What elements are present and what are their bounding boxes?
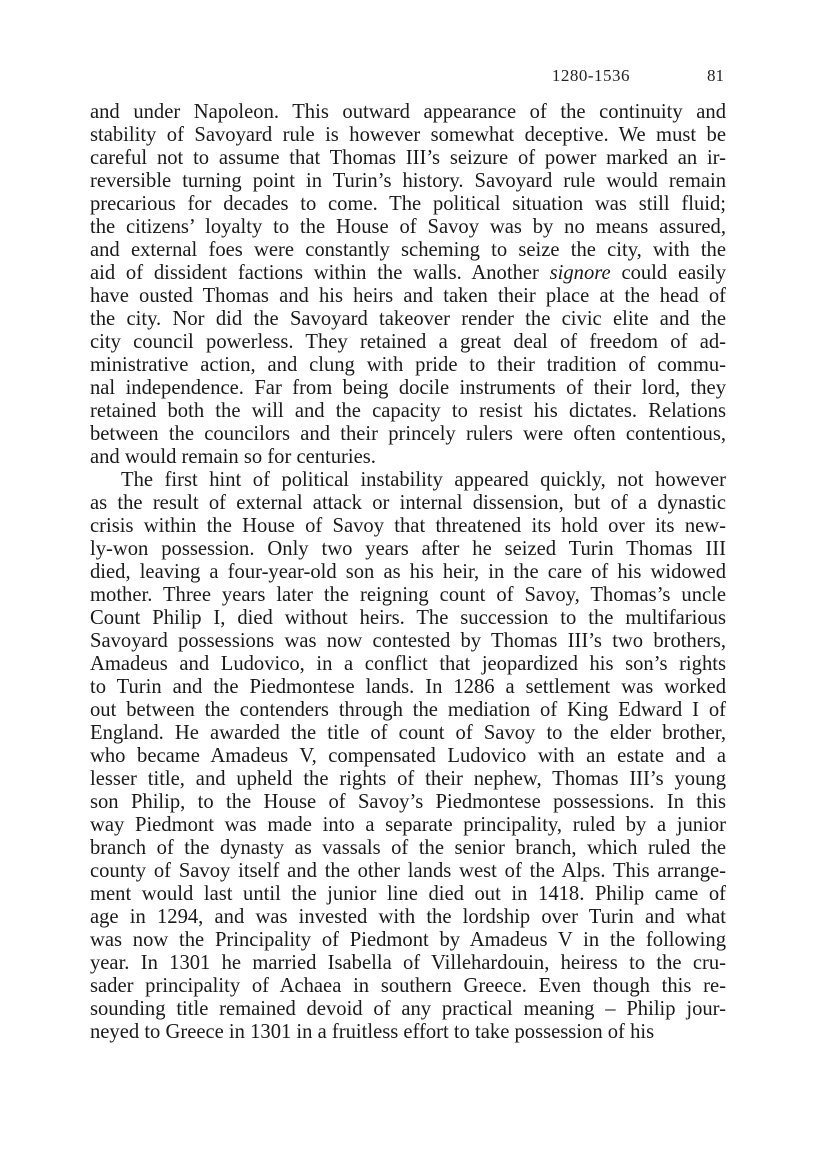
text-line: Savoyard possessions was now contested by Thomas III’s two brothers, bbox=[90, 630, 726, 652]
text-line: out between the contenders through the mediation of King Edward I of bbox=[90, 699, 726, 721]
text-line: reversible turning point in Turin’s history. Savoyard rule would remain bbox=[90, 170, 726, 192]
paragraph bbox=[90, 101, 726, 469]
text-line: crisis within the House of Savoy that threatened its hold over its new- bbox=[90, 515, 726, 537]
running-head-date-range: 1280-1536 bbox=[551, 66, 630, 85]
text-line: ment would last until the junior line died out in 1418. Philip came of bbox=[90, 883, 726, 905]
text-line: to Turin and the Piedmontese lands. In 1286 a settlement was worked bbox=[90, 676, 726, 698]
text-line: city council powerless. They retained a great deal of freedom of ad- bbox=[90, 331, 726, 353]
text-line: sader principality of Achaea in southern Greece. Even though this re- bbox=[90, 975, 726, 997]
text-line: retained both the will and the capacity to resist his dictates. Relations bbox=[90, 400, 726, 422]
text-line: between the councilors and their princely rulers were often contentious, bbox=[90, 423, 726, 445]
text-line: who became Amadeus V, compensated Ludovico with an estate and a bbox=[90, 745, 726, 767]
text-line: and under Napoleon. This outward appearance of the continuity and bbox=[90, 101, 726, 123]
text-line: the citizens’ loyalty to the House of Savoy was by no means assured, bbox=[90, 216, 726, 238]
text-line: neyed to Greece in 1301 in a fruitless effort to take possession of his bbox=[90, 1021, 655, 1043]
text-line: and would remain so for centuries. bbox=[90, 446, 376, 468]
text-line: and external foes were constantly scheming to seize the city, with the bbox=[90, 239, 726, 261]
text-line: lesser title, and upheld the rights of their nephew, Thomas III’s young bbox=[90, 768, 726, 790]
text-line: have ousted Thomas and his heirs and taken their place at the head of bbox=[90, 285, 726, 307]
text-line: was now the Principality of Piedmont by Amadeus V in the following bbox=[90, 929, 726, 951]
text-line: Count Philip I, died without heirs. The succession to the multifarious bbox=[90, 607, 726, 629]
text-line: sounding title remained devoid of any practical meaning – Philip jour- bbox=[90, 998, 726, 1020]
page-number: 81 bbox=[707, 66, 724, 85]
text-line: branch of the dynasty as vassals of the senior branch, which ruled the bbox=[90, 837, 726, 859]
running-head bbox=[90, 66, 726, 88]
text-line: careful not to assume that Thomas III’s seizure of power marked an ir- bbox=[90, 147, 726, 169]
text-line: ly-won possession. Only two years after he seized Turin Thomas III bbox=[90, 538, 726, 560]
text-line: county of Savoy itself and the other lands west of the Alps. This arrange- bbox=[90, 860, 726, 882]
text-line: precarious for decades to come. The political situation was still fluid; bbox=[90, 193, 726, 215]
text-line: son Philip, to the House of Savoy’s Piedmontese possessions. In this bbox=[90, 791, 726, 813]
text-line: ministrative action, and clung with pride to their tradition of commu- bbox=[90, 354, 726, 376]
text-line: stability of Savoyard rule is however somewhat deceptive. We must be bbox=[90, 124, 726, 146]
text-line: the city. Nor did the Savoyard takeover render the civic elite and the bbox=[90, 308, 726, 330]
text-line: nal independence. Far from being docile instruments of their lord, they bbox=[90, 377, 726, 399]
italic-term: signore bbox=[549, 262, 611, 284]
text-line: The first hint of political instability appeared quickly, not however bbox=[121, 469, 726, 491]
paragraph bbox=[90, 469, 726, 1044]
text-line: way Piedmont was made into a separate principality, ruled by a junior bbox=[90, 814, 726, 836]
text-line: England. He awarded the title of count of Savoy to the elder brother, bbox=[90, 722, 726, 744]
text-line: year. In 1301 he married Isabella of Villehardouin, heiress to the cru- bbox=[90, 952, 726, 974]
body-text bbox=[90, 101, 726, 1044]
text-line: as the result of external attack or internal dissension, but of a dynastic bbox=[90, 492, 726, 514]
text-line: age in 1294, and was invested with the lordship over Turin and what bbox=[90, 906, 726, 928]
text-line: mother. Three years later the reigning count of Savoy, Thomas’s uncle bbox=[90, 584, 726, 606]
text-line: Amadeus and Ludovico, in a conflict that jeopardized his son’s rights bbox=[90, 653, 726, 675]
text-line: aid of dissident factions within the walls. Another signore could easily bbox=[90, 262, 726, 284]
text-line: died, leaving a four-year-old son as his heir, in the care of his widowed bbox=[90, 561, 726, 583]
